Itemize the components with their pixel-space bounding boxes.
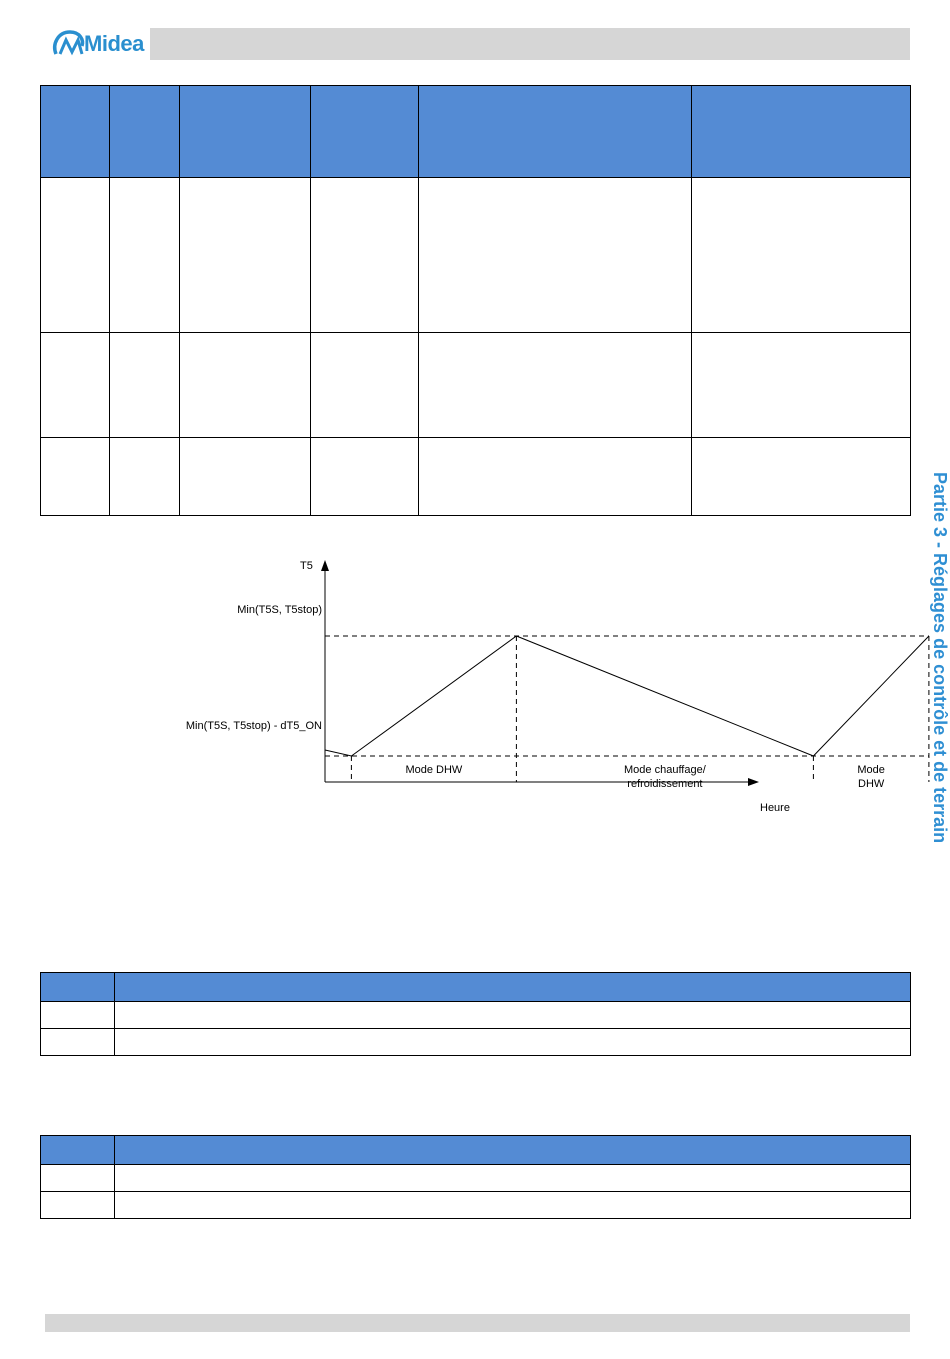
table-cell xyxy=(311,438,419,516)
header-bar xyxy=(150,28,910,60)
segment-label: Mode chauffage/ refroidissement xyxy=(624,764,706,790)
section-side-label: Partie 3 - Réglages de contrôle et de terrain xyxy=(930,472,950,844)
y-level-label-low: Min(T5S, T5stop) - dT5_ON xyxy=(185,720,322,732)
table-row xyxy=(41,438,911,516)
table-row xyxy=(41,1002,911,1029)
header-cell xyxy=(41,973,115,1002)
x-axis-label: Heure xyxy=(760,802,790,814)
segment-label: Mode DHW xyxy=(405,764,463,776)
table-cell xyxy=(311,333,419,438)
y-axis xyxy=(321,560,329,782)
table-cell xyxy=(180,333,311,438)
brand-name: Midea xyxy=(84,31,144,56)
table-header-row xyxy=(41,973,911,1002)
table-cell xyxy=(180,178,311,333)
header-cell xyxy=(41,1136,115,1165)
table-row xyxy=(41,1029,911,1056)
footer-bar xyxy=(45,1314,910,1332)
table-cell xyxy=(41,1192,115,1219)
table-header-row xyxy=(41,86,911,178)
table-header-row xyxy=(41,1136,911,1165)
table-cell xyxy=(110,438,180,516)
table-cell xyxy=(41,1002,115,1029)
y-level-label-high: Min(T5S, T5stop) xyxy=(237,604,322,616)
table-cell xyxy=(115,1192,911,1219)
table-row xyxy=(41,1192,911,1219)
table-cell xyxy=(115,1165,911,1192)
table-row xyxy=(41,178,911,333)
table-cell xyxy=(41,333,110,438)
table-cell xyxy=(419,178,692,333)
table-cell xyxy=(41,438,110,516)
table-cell xyxy=(692,178,911,333)
parameter-table-1 xyxy=(40,972,911,1056)
y-axis-label: T5 xyxy=(300,560,313,572)
header-cell xyxy=(41,86,110,178)
table-row xyxy=(41,1165,911,1192)
settings-table xyxy=(40,85,911,516)
table-cell xyxy=(692,438,911,516)
table-cell xyxy=(311,178,419,333)
table-cell xyxy=(419,438,692,516)
t5-timing-chart xyxy=(150,555,885,825)
header-cell xyxy=(115,973,911,1002)
table-cell xyxy=(41,178,110,333)
header-cell xyxy=(692,86,911,178)
table-cell xyxy=(419,333,692,438)
header-cell xyxy=(110,86,180,178)
header-cell xyxy=(311,86,419,178)
table-cell xyxy=(115,1029,911,1056)
header-cell xyxy=(180,86,311,178)
table-cell xyxy=(110,333,180,438)
table-cell xyxy=(41,1165,115,1192)
table-cell xyxy=(115,1002,911,1029)
table-cell xyxy=(110,178,180,333)
table-cell xyxy=(41,1029,115,1056)
table-row xyxy=(41,333,911,438)
parameter-table-2 xyxy=(40,1135,911,1219)
header-cell xyxy=(419,86,692,178)
segment-label: Mode DHW xyxy=(857,764,885,790)
table-cell xyxy=(180,438,311,516)
header-cell xyxy=(115,1136,911,1165)
series-line xyxy=(325,636,929,756)
table-cell xyxy=(692,333,911,438)
